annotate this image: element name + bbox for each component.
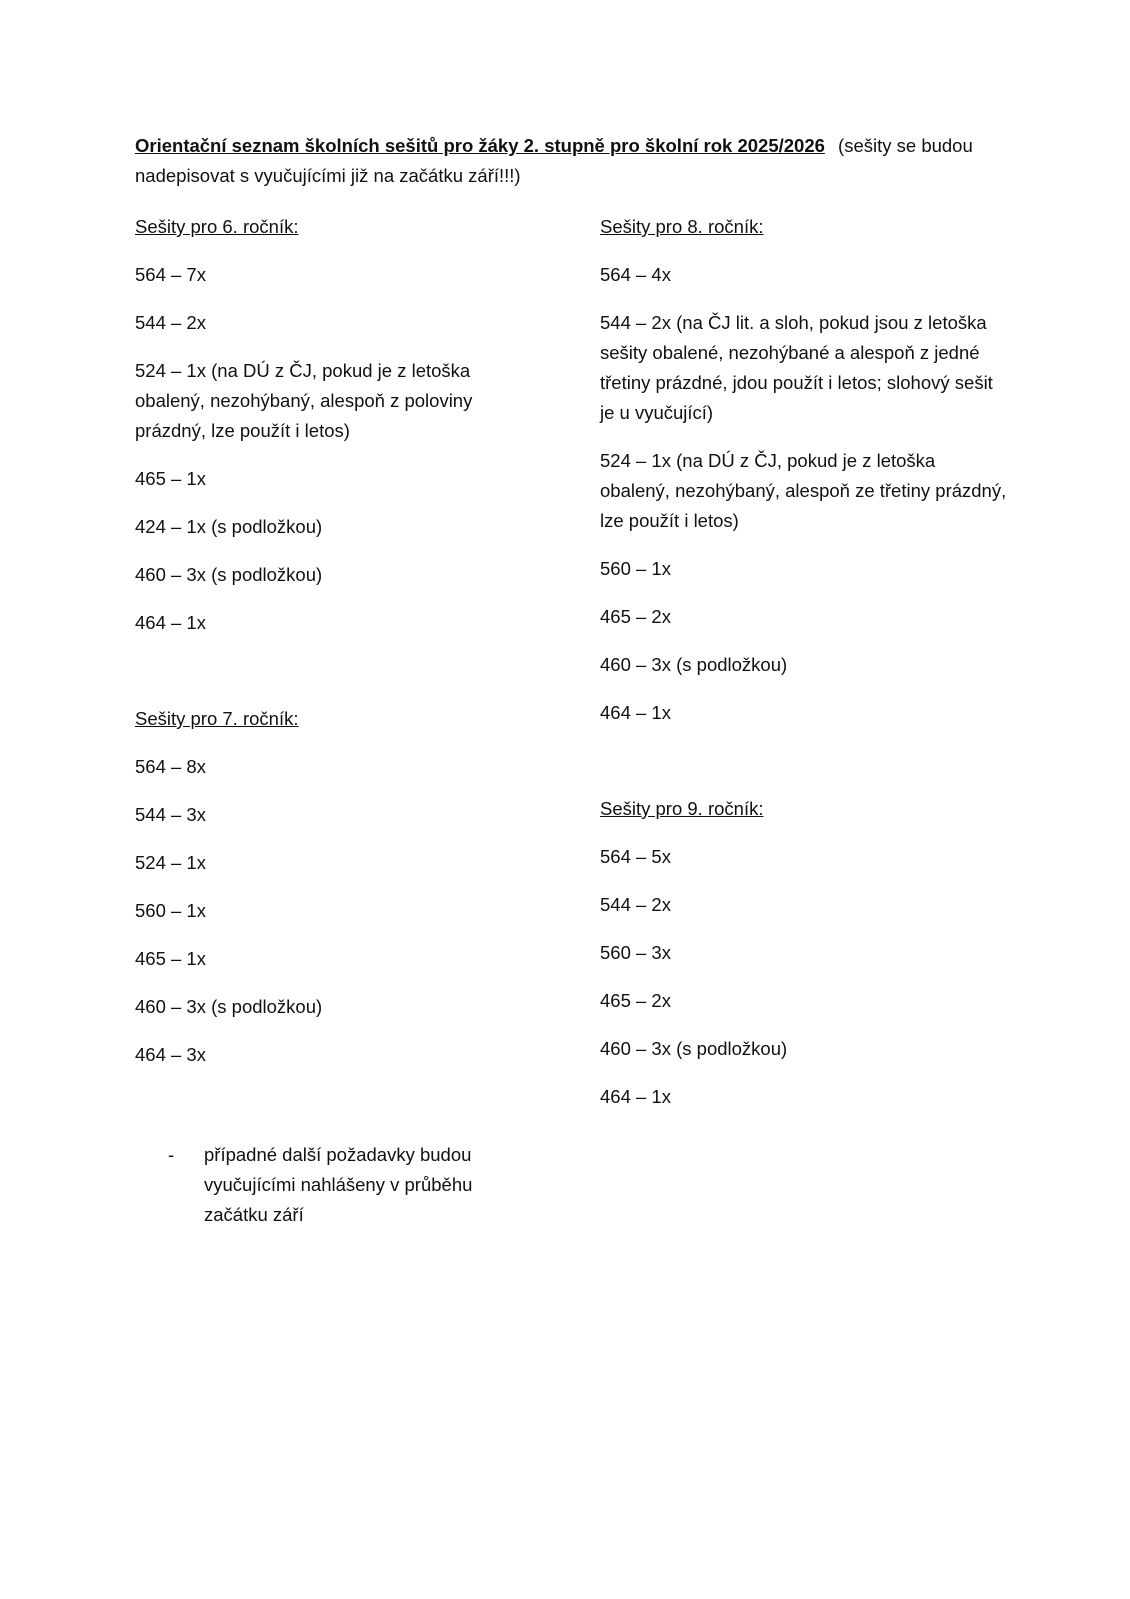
grade7-item: 544 – 3x <box>135 804 206 825</box>
bullet-dash: - <box>168 1144 175 1165</box>
grade7-item: 564 – 8x <box>135 756 206 777</box>
footer-note <box>168 1140 488 1230</box>
grade7-heading: Sešity pro 7. ročník: <box>135 708 299 729</box>
grade8-item: 524 – 1x (na DÚ z ČJ, pokud je z letoška obalený, nezohýbaný, alespoň ze třetiny prázdný, lze použít i letos) <box>600 450 1007 531</box>
grade6-heading: Sešity pro 6. ročník: <box>135 216 299 237</box>
grade6-item: 465 – 1x <box>135 468 206 489</box>
grade8-item: 564 – 4x <box>600 264 671 285</box>
grade9-heading: Sešity pro 9. ročník: <box>600 798 764 819</box>
grade8-item: 544 – 2x (na ČJ lit. a sloh, pokud jsou z letoška sešity obalené, nezohýbané a alespoň z jedné třetiny prázdné, jdou použít i letos; slohový sešit je u vyučující) <box>600 312 993 423</box>
spacer <box>600 746 1010 794</box>
title-note: (sešity se budou nadepisovat s vyučujícími již na začátku září!!!) <box>135 135 973 186</box>
right-column <box>600 212 1010 1130</box>
grade7-item: 460 – 3x (s podložkou) <box>135 996 323 1017</box>
grade6-item: 524 – 1x (na DÚ z ČJ, pokud je z letoška obalený, nezohýbaný, alespoň z poloviny prázdný, lze použít i letos) <box>135 360 473 441</box>
grade7-item: 524 – 1x <box>135 852 206 873</box>
grade9-item: 465 – 2x <box>600 990 671 1011</box>
document-title <box>135 131 995 191</box>
grade9-item: 544 – 2x <box>600 894 671 915</box>
grade6-item: 544 – 2x <box>135 312 206 333</box>
grade8-item: 460 – 3x (s podložkou) <box>600 654 788 675</box>
grade8-item: 465 – 2x <box>600 606 671 627</box>
grade7-item: 465 – 1x <box>135 948 206 969</box>
grade9-item: 564 – 5x <box>600 846 671 867</box>
footer-note-text: případné další požadavky budou vyučujícími nahlášeny v průběhu začátku září <box>204 1144 473 1225</box>
title-main: Orientační seznam školních sešitů pro žáky 2. stupně pro školní rok 2025/2026 <box>135 135 825 156</box>
grade6-item: 424 – 1x (s podložkou) <box>135 516 323 537</box>
grade6-item: 564 – 7x <box>135 264 206 285</box>
left-column <box>135 212 515 1088</box>
grade7-item: 464 – 3x <box>135 1044 206 1065</box>
grade9-item: 560 – 3x <box>600 942 671 963</box>
grade8-item: 560 – 1x <box>600 558 671 579</box>
spacer <box>135 656 515 704</box>
grade8-item: 464 – 1x <box>600 702 671 723</box>
grade7-item: 560 – 1x <box>135 900 206 921</box>
grade8-heading: Sešity pro 8. ročník: <box>600 216 764 237</box>
grade9-item: 464 – 1x <box>600 1086 671 1107</box>
grade6-item: 464 – 1x <box>135 612 206 633</box>
grade9-item: 460 – 3x (s podložkou) <box>600 1038 788 1059</box>
grade6-item: 460 – 3x (s podložkou) <box>135 564 323 585</box>
